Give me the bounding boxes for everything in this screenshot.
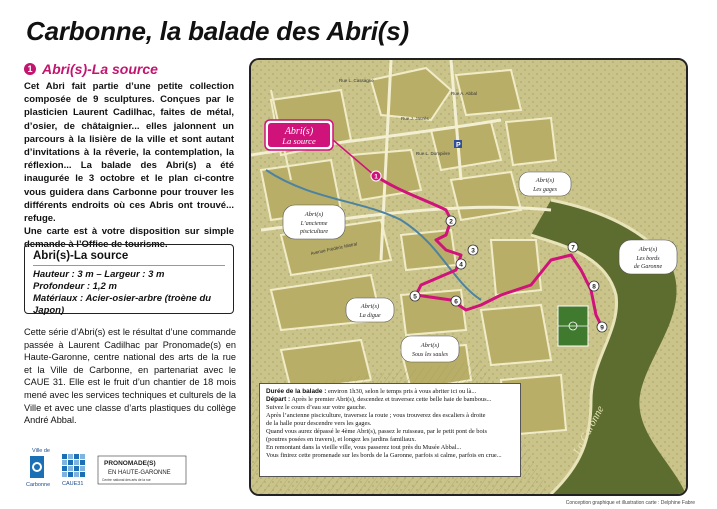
svg-text:Abri(s): Abri(s)	[304, 211, 324, 218]
ville-label-2: Carbonne	[26, 482, 51, 488]
marker-3	[468, 245, 478, 255]
prono-label-3: Centre national des arts de la rue	[102, 478, 151, 482]
main-label-line2: La source	[282, 136, 316, 146]
street-mistral: Avenue Frédéric Mistral	[310, 241, 358, 256]
pronomades-logo	[98, 456, 186, 484]
svg-text:1: 1	[374, 173, 378, 181]
section-number-badge: 1	[24, 63, 36, 75]
intro-paragraph-2: Une carte est à votre disposition sur simple demande à l’Office de tourisme.	[24, 226, 234, 251]
prono-label-1: PRONOMADE(S)	[104, 460, 156, 467]
svg-text:P: P	[456, 142, 461, 149]
svg-text:pisciculture: pisciculture	[299, 229, 329, 235]
svg-text:7: 7	[571, 244, 575, 252]
info-depth: Profondeur : 1,2 m	[33, 281, 117, 292]
svg-text:Sous les saules: Sous les saules	[412, 352, 448, 358]
legend-line: En remontant dans la vieille ville, vous passerez tout près du Musée Abbal...	[266, 444, 462, 451]
legend-line: Suivez le cours d’eau sur votre gauche.	[266, 404, 367, 411]
marker-6	[451, 296, 461, 306]
svg-text:Les bords: Les bords	[636, 256, 660, 262]
info-dimensions: Hauteur : 3 m – Largeur : 3 m	[33, 269, 165, 280]
river-label: La Garonne	[571, 403, 607, 457]
street-jaures: Rue J. Jaurès	[401, 116, 429, 121]
svg-text:2: 2	[449, 218, 453, 226]
section-header	[24, 61, 158, 77]
marker-9	[597, 322, 607, 332]
intro-text	[24, 80, 234, 252]
label-la-digue	[346, 298, 394, 322]
page-title: Carbonne, la balade des Abri(s)	[26, 16, 409, 46]
svg-text:8: 8	[592, 283, 596, 291]
walk-legend	[259, 383, 521, 477]
info-box-title: Abri(s)-La source	[33, 250, 225, 266]
parking-icon	[454, 140, 462, 149]
label-sous-les-saules	[401, 336, 459, 362]
svg-text:L’ancienne: L’ancienne	[300, 221, 328, 227]
street-cassagne: Rue L. Cassagne	[339, 78, 374, 83]
svg-text:Les gages: Les gages	[533, 187, 557, 193]
legend-line: Après l’ancienne pisciculture, traversez la route ; vous trouverez des escaliers à droite	[266, 412, 486, 419]
series-text: Cette série d’Abri(s) est le résultat d’une commande passée à Laurent Cadilhac par Pronomade(s) en Haute-Garonne, centre national des arts de la rue et la Ville de Carbonne, en partenariat avec le CAUE 31. Elle est le fruit d’un chantier de 18 mois mené avec les services techniques et culturels de la Ville et avec une classe d’arts plastiques du collège André Abbal.	[24, 327, 236, 426]
legend-line: Vous finirez cette promenade sur les bords de la Garonne, parfois si calme, parfois en crue...	[266, 452, 502, 459]
marker-1	[371, 171, 381, 181]
svg-text:La digue: La digue	[359, 313, 381, 319]
legend-duration: Durée de la balade : environ 1h30, selon le temps pris à vous abriter ici ou là...	[266, 388, 477, 395]
section-title: Abri(s)-La source	[42, 61, 158, 77]
legend-line: de la halle pour descendre vers les gages.	[266, 420, 372, 427]
svg-text:3: 3	[471, 247, 475, 255]
prono-label-2: EN HAUTE-GARONNE	[108, 470, 171, 476]
main-label-line1: Abri(s)	[284, 126, 314, 137]
marker-5	[410, 291, 420, 301]
svg-text:Abri(s): Abri(s)	[360, 303, 380, 310]
svg-text:de Garonne: de Garonne	[633, 264, 663, 270]
info-materials: Matériaux : Acier-osier-arbre (troène du Japon)	[33, 293, 212, 316]
svg-text:Abri(s): Abri(s)	[638, 246, 658, 253]
label-bords-garonne	[619, 240, 677, 274]
svg-text:9: 9	[600, 324, 604, 332]
legend-start: Départ : Après le premier Abri(s), descendez et traversez cette belle haie de bambous...	[266, 396, 492, 403]
legend-line: (poutres posées en travers), et longez les jardins familiaux.	[266, 436, 417, 443]
caue-label: CAUE31	[62, 481, 84, 487]
svg-text:Abri(s): Abri(s)	[420, 342, 440, 349]
svg-text:6: 6	[454, 298, 458, 306]
ville-carbonne-logo	[26, 448, 50, 488]
label-les-gages	[519, 172, 571, 196]
intro-paragraph: Cet Abri fait partie d’une petite collection composée de 9 sculptures. Conçues par le plasticien Laurent Cadilhac, faites de métal, d’osier, de châtaignier... elles jalonnent un parcours à la lisière de la ville et sont autant d’invitations à la rêverie, la contemplation, la réflexion... La balade des Abri(s) a été inaugurée le 3 octobre et le plan ci-contre vous guidera dans Carbonne pour trouver les différents endroits où ces Abris ont trouvé... refuge.	[24, 81, 234, 225]
ville-label-1: Ville de	[32, 448, 50, 454]
street-abbal: Rue A. Abbal	[451, 91, 478, 96]
svg-text:5: 5	[413, 293, 417, 301]
logos	[24, 442, 236, 497]
football-pitch	[558, 306, 588, 346]
label-pisciculture	[283, 205, 345, 239]
marker-7	[568, 242, 578, 252]
street-dompiere: Rue L. Dompière	[416, 151, 451, 156]
caue-logo	[62, 454, 85, 487]
credit-text: Conception graphique et illustration carte : Delphine Fabre	[565, 500, 695, 506]
legend-line: Quand vous aurez dépassé le 4ème Abri(s), passez le ruisseau, par le petit pont de bois	[266, 428, 487, 435]
svg-text:4: 4	[459, 261, 463, 269]
marker-8	[589, 281, 599, 291]
info-box	[24, 244, 234, 314]
marker-2	[446, 216, 456, 226]
marker-4	[456, 259, 466, 269]
svg-text:Abri(s): Abri(s)	[535, 177, 555, 184]
